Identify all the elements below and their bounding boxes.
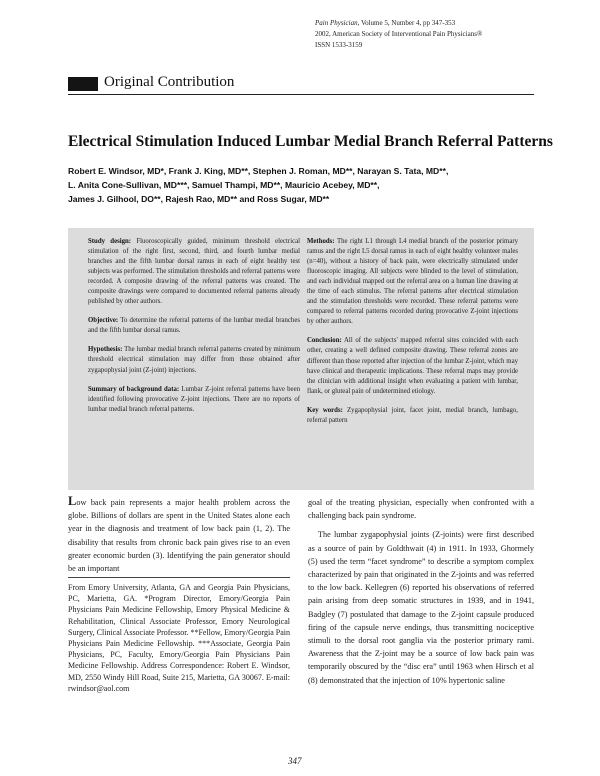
body-paragraph: [68, 496, 290, 575]
drop-cap: L: [68, 494, 77, 508]
abstract-label: Methods:: [307, 238, 335, 245]
abstract-label: Study design:: [88, 238, 132, 245]
journal-name: Pain Physician: [315, 19, 358, 27]
abstract-text: The right L1 through L4 medial branch of the posterior primary ramus and the right L5 dorsal ramus in each of eight healthy volunteer males (n=40), without a history of back pain, were electrically stimulated under fluoroscopic imaging. All subjects were blinded to the level of stimulation, and each individual mapped out the referral area on a human line drawing at the time of each stimulus. The referral patterns after electrical stimulation and the stimulation thresholds were recorded. These referral patterns were compared to referral patterns recorded during provocative Z-joint injections by other authors.: [307, 238, 518, 326]
affiliation-footnote: From Emory University, Atlanta, GA and Georgia Pain Physicians, PC, Marietta, GA. *Program Director, Emory/Georgia Pain Physicians Pain Medicine Fellowship, Emory Physical Medicine & Rehabilitation, Clinical Associate Professor, Emory Neurological Surgery, Clinical Associate Professor. **Fellow, Emory/Georgia Pain Physicians Pain Medicine Fellowship. ***Associate, Georgia Pain Physicians, PC, Faculty, Emory/Georgia Pain Physicians Pain Medicine Fellowship. Address Correspondence: Robert E. Windsor, MD, 2550 Windy Hill Road, Suite 215, Marietta, GA 30067. E-mail: rwindsor@aol.com: [68, 583, 290, 693]
abstract-text: Zygapophysial joint, facet joint, medial branch, lumbago, referral pattern: [307, 406, 519, 424]
body-left-column: [68, 496, 290, 581]
abstract-right-column: [307, 237, 518, 435]
author-line: James J. Gilhool, DO**, Rajesh Rao, MD** and Ross Sugar, MD**: [68, 194, 330, 204]
abstract-box: [68, 228, 534, 490]
abstract-conclusion: [307, 336, 518, 396]
section-bar: [68, 77, 98, 91]
section-label: Original Contribution: [104, 74, 235, 90]
abstract-label: Summary of background data:: [88, 385, 180, 393]
abstract-label: Conclusion:: [307, 337, 342, 345]
abstract-hypothesis: [88, 345, 300, 375]
paragraph-text: ow back pain represents a major health problem across the globe. Billions of dollars are spent in the United States alone each year in the diagnosis and treatment of low back pain (1, 2). The disability that results from chronic back pain gives rise to an even greater economic burden (3). Identifying the pain generator should be an important: [68, 498, 290, 574]
abstract-background: [88, 385, 300, 415]
author-line: Robert E. Windsor, MD*, Frank J. King, MD**, Stephen J. Roman, MD**, Narayan S. Tata, MD**,: [68, 166, 449, 176]
abstract-label: Key words:: [307, 406, 343, 414]
abstract-methods: [307, 237, 518, 327]
copyright-line: 2002, American Society of Interventional Pain Physicians®: [315, 30, 483, 38]
author-line: L. Anita Cone-Sullivan, MD***, Samuel Thampi, MD**, Mauricio Acebey, MD**,: [68, 180, 380, 190]
body-paragraph: goal of the treating physician, especially when confronted with a challenging back pain syndrome.: [308, 498, 534, 521]
abstract-text: Lumbar Z-joint referral patterns have been identified following provocative Z-joint injections. There are no reports of lumbar medial branch referral patterns.: [88, 385, 300, 413]
issn-line: ISSN 1533-3159: [315, 41, 363, 49]
author-list: [68, 164, 538, 206]
abstract-text: To determine the referral patterns of the lumbar medial branches and the fifth lumbar dorsal ramus.: [88, 317, 300, 335]
header-rule: [68, 94, 534, 95]
abstract-key-words: [307, 406, 518, 426]
abstract-label: Objective:: [88, 317, 119, 325]
abstract-text: All of the subjects' mapped referral sites coincided with each other, creating a well defined composite drawing. These referral zones are different than those reported after injection of the lumbar Z-joint, which may have clinical and therapeutic implications. These referral maps may provide the clinician with additional insight when evaluating a patient with lumbar, flank, or gluteal pain of undetermined etiology.: [307, 337, 518, 395]
abstract-objective: [88, 316, 300, 336]
abstract-text: The lumbar medial branch referral patterns created by minimum threshold electrical stimulation may differ from those obtained after zygapophysial joint (Z-joint) injections.: [88, 346, 300, 374]
abstract-left-column: [88, 237, 300, 424]
abstract-text: Fluoroscopically guided, minimum threshold electrical stimulation of the right first, second, third, and fourth lumbar medial branches and the fifth lumbar dorsal ramus in each of eight healthy test subjects was performed. The stimulation thresholds and referral patterns were recorded. A composite drawing of the referral patterns was created. The composite drawings were compared to documented referral patterns already published by other authors.: [88, 238, 301, 306]
body-right-column: [308, 496, 534, 693]
abstract-label: Hypothesis:: [88, 346, 123, 354]
journal-info: [315, 18, 482, 51]
page-number: 347: [288, 756, 302, 766]
affiliation-rule: [68, 577, 290, 578]
volume-info: , Volume 5, Number 4, pp 347-353: [357, 19, 456, 27]
body-paragraph: The lumbar zygapophysial joints (Z-joints) were first described as a source of pain by Goldthwait (4) in 1911. In 1933, Ghormely (5) used the term “facet syndrome” to describe a symptom complex characterized by pain that originated in the Z-joints and was referred to the low back. Kellegren (6) reported his observations of referred pain arising from deep somatic structures in 1939, and in 1941, Badgley (7) postulated that damage to the Z-joint capsule produced firing of the capsule nerve endings, thus transmitting nociceptive stimuli to the dorsal root ganglia via the posterior primary rami. Awareness that the Z-joint may be a source of low back pain was temporarily obscured by the “disc era” until 1963 when Hirsch et al (8) demonstrated that the injection of 10% hypertonic saline: [308, 530, 534, 685]
article-title: Electrical Stimulation Induced Lumbar Medial Branch Referral Patterns: [68, 133, 553, 150]
abstract-study-design: [88, 237, 300, 307]
